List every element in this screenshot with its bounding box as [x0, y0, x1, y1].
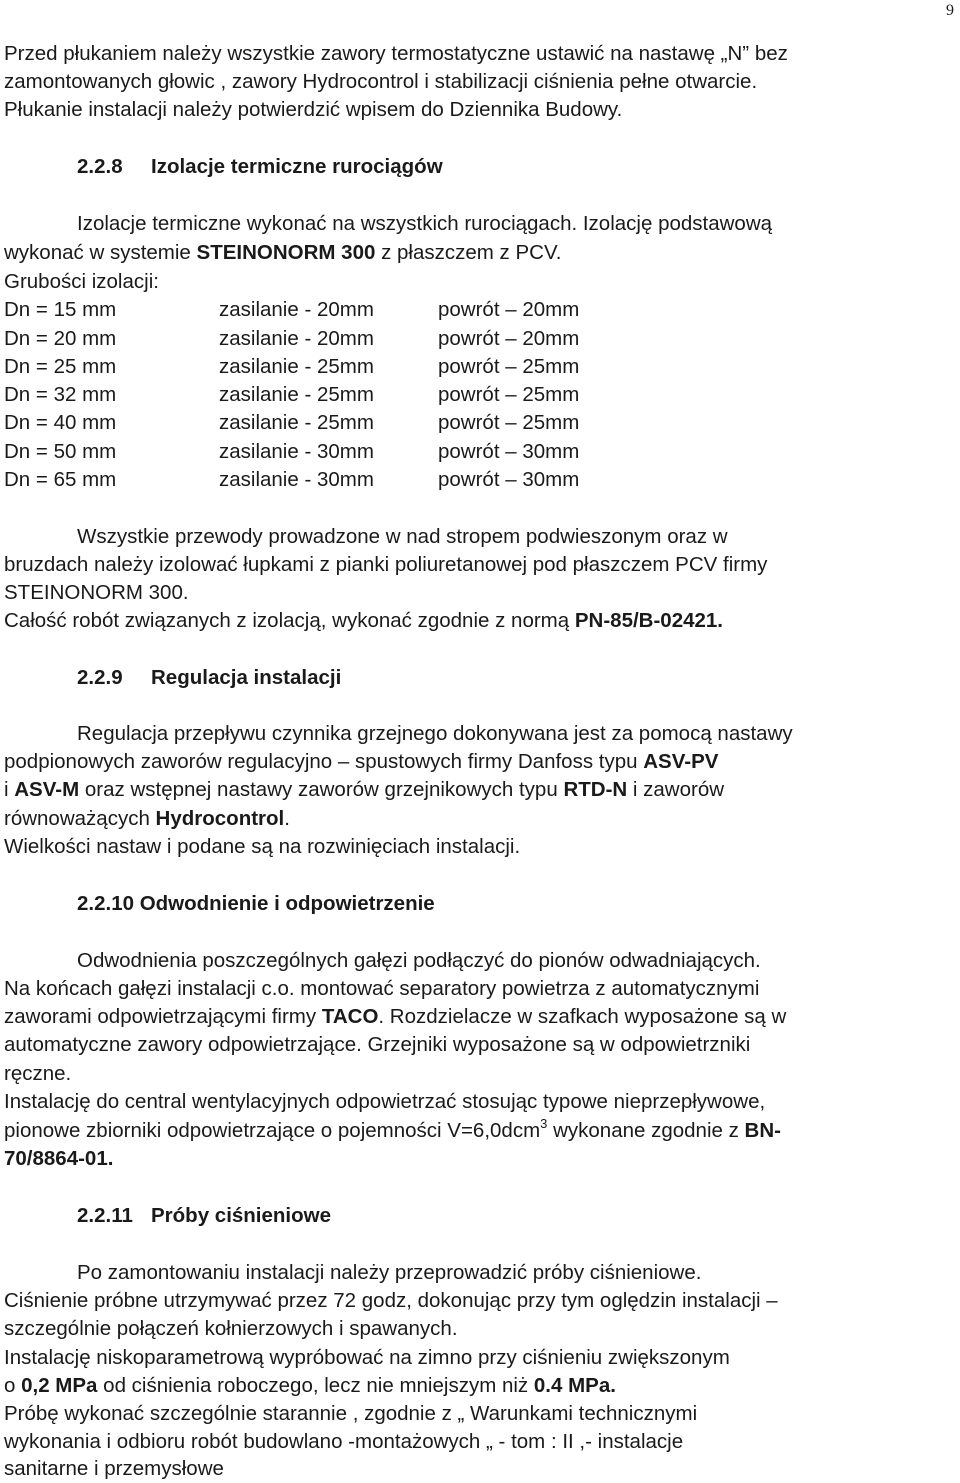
- norm-code: BN-: [744, 1119, 781, 1142]
- drainage-line-7: [4, 1117, 781, 1145]
- regulation-line-4: [4, 805, 290, 833]
- text-run: z płaszczem z PCV.: [375, 241, 562, 264]
- section-heading-2-2-10: [77, 890, 435, 918]
- return-cell: powrót – 20mm: [438, 298, 580, 321]
- supply-cell: zasilanie - 25mm: [219, 383, 374, 406]
- text-run: Całość robót związanych z izolacją, wykonać zgodnie z normą: [4, 609, 575, 632]
- dn-cell: Dn = 20 mm: [4, 327, 117, 350]
- brand-name: TACO: [321, 1005, 379, 1028]
- text-run: . Rozdzielacze w szafkach wyposażone są w: [378, 1005, 787, 1028]
- return-cell: powrót – 20mm: [438, 327, 580, 350]
- pressure-test-line-7: wykonania i odbioru robót budowlano -montażowych „ - tom : II ,- instalacje: [4, 1430, 684, 1453]
- text-run: od ciśnienia roboczego, lecz nie mniejszym niż: [97, 1374, 534, 1397]
- pressure-test-line-6: Próbę wykonać szczególnie starannie , zgodnie z „ Warunkami technicznymi: [4, 1402, 698, 1425]
- pressure-test-line-5: [4, 1372, 616, 1400]
- pressure-test-line-1: Po zamontowaniu instalacji należy przeprowadzić próby ciśnieniowe.: [77, 1261, 702, 1284]
- drainage-line-6: Instalację do central wentylacyjnych odpowietrzać stosując typowe nieprzepływowe,: [4, 1090, 766, 1113]
- section-title: Odwodnienie i odpowietrzenie: [139, 892, 435, 915]
- return-cell: powrót – 25mm: [438, 383, 580, 406]
- valve-type: RTD-N: [563, 778, 628, 801]
- text-run: wykonane zgodnie z: [547, 1119, 745, 1142]
- page-number: 9: [946, 2, 954, 19]
- pipes-text-line-1: Wszystkie przewody prowadzone w nad stropem podwieszonym oraz w: [77, 525, 728, 548]
- text-run: o: [4, 1374, 22, 1397]
- supply-cell: zasilanie - 30mm: [219, 468, 374, 491]
- section-number: 2.2.10: [77, 892, 134, 915]
- text-run: wykonać w systemie: [4, 241, 197, 264]
- section-heading-2-2-9: [77, 664, 341, 692]
- pipes-text-line-2: bruzdach należy izolować łupkami z pianki poliuretanowej pod płaszczem PCV firmy: [4, 553, 768, 576]
- regulation-line-1: Regulacja przepływu czynnika grzejnego dokonywana jest za pomocą nastawy: [77, 722, 793, 745]
- valve-type: ASV-M: [14, 778, 80, 801]
- insulation-text-line-1: Izolacje termiczne wykonać na wszystkich rurociągach. Izolację podstawową: [77, 212, 773, 235]
- section-number: 2.2.8: [77, 155, 123, 178]
- pressure-test-line-8: sanitarne i przemysłowe: [4, 1457, 224, 1480]
- intro-line-2: zamontowanych głowic , zawory Hydrocontrol i stabilizacji ciśnienia pełne otwarcie.: [4, 70, 758, 93]
- text-run: zaworami odpowietrzającymi firmy: [4, 1005, 322, 1028]
- text-run: pionowe zbiorniki odpowietrzające o pojemności V=6,0dcm: [4, 1119, 541, 1142]
- valve-type: ASV-PV: [643, 750, 719, 773]
- return-cell: powrót – 30mm: [438, 440, 580, 463]
- drainage-line-1: Odwodnienia poszczególnych gałęzi podłączyć do pionów odwadniających.: [77, 949, 761, 972]
- regulation-line-2: [4, 748, 718, 776]
- drainage-line-4: automatyczne zawory odpowietrzające. Grzejniki wyposażone są w odpowietrzniki: [4, 1033, 751, 1056]
- norm-line: [4, 607, 723, 635]
- supply-cell: zasilanie - 25mm: [219, 411, 374, 434]
- pipes-text-line-3: STEINONORM 300.: [4, 581, 189, 604]
- drainage-line-3: [4, 1003, 786, 1031]
- text-run: podpionowych zaworów regulacyjno – spustowych firmy Danfoss typu: [4, 750, 644, 773]
- pressure-test-line-3: szczególnie połączeń kołnierzowych i spawanych.: [4, 1317, 458, 1340]
- dn-cell: Dn = 32 mm: [4, 383, 117, 406]
- norm-code: PN-85/B-02421.: [574, 609, 723, 632]
- dn-cell: Dn = 15 mm: [4, 298, 117, 321]
- section-title: Regulacja instalacji: [151, 666, 342, 689]
- supply-cell: zasilanie - 20mm: [219, 327, 374, 350]
- pressure-test-line-2: Ciśnienie próbne utrzymywać przez 72 godz, dokonując przy tym oględzin instalacji –: [4, 1289, 778, 1312]
- system-name: STEINONORM 300: [196, 241, 376, 264]
- pressure-value: 0.4 MPa.: [533, 1374, 616, 1397]
- dn-cell: Dn = 50 mm: [4, 440, 117, 463]
- dn-cell: Dn = 25 mm: [4, 355, 117, 378]
- insulation-text-line-2: [4, 239, 561, 267]
- section-number: 2.2.11: [77, 1204, 133, 1227]
- valve-brand: Hydrocontrol: [155, 807, 285, 830]
- text-run: i zaworów: [627, 778, 725, 801]
- pressure-test-line-4: Instalację niskoparametrową wypróbować na zimno przy ciśnieniu zwiększonym: [4, 1346, 730, 1369]
- thickness-label: Grubości izolacji:: [4, 270, 159, 293]
- section-heading-2-2-8: [77, 153, 443, 181]
- text-run: i: [4, 778, 15, 801]
- pressure-value: 0,2 MPa: [21, 1374, 98, 1397]
- section-heading-2-2-11: [77, 1202, 331, 1230]
- dn-cell: Dn = 40 mm: [4, 411, 117, 434]
- return-cell: powrót – 25mm: [438, 411, 580, 434]
- return-cell: powrót – 30mm: [438, 468, 580, 491]
- text-run: równoważących: [4, 807, 156, 830]
- supply-cell: zasilanie - 20mm: [219, 298, 374, 321]
- drainage-line-8: 70/8864-01.: [4, 1147, 114, 1170]
- intro-line-3: Płukanie instalacji należy potwierdzić wpisem do Dziennika Budowy.: [4, 98, 623, 121]
- superscript: 3: [540, 1116, 548, 1131]
- text-run: oraz wstępnej nastawy zaworów grzejnikowych typu: [79, 778, 564, 801]
- section-number: 2.2.9: [77, 666, 123, 689]
- drainage-line-5: ręczne.: [4, 1062, 72, 1085]
- section-title: Próby ciśnieniowe: [151, 1204, 331, 1227]
- section-title: Izolacje termiczne rurociągów: [151, 155, 443, 178]
- supply-cell: zasilanie - 30mm: [219, 440, 374, 463]
- drainage-line-2: Na końcach gałęzi instalacji c.o. montować separatory powietrza z automatycznymi: [4, 977, 760, 1000]
- return-cell: powrót – 25mm: [438, 355, 580, 378]
- supply-cell: zasilanie - 25mm: [219, 355, 374, 378]
- regulation-line-5: Wielkości nastaw i podane są na rozwinięciach instalacji.: [4, 835, 521, 858]
- intro-line-1: Przed płukaniem należy wszystkie zawory termostatyczne ustawić na nastawę „N” bez: [4, 42, 788, 65]
- regulation-line-3: [4, 776, 724, 804]
- dn-cell: Dn = 65 mm: [4, 468, 117, 491]
- text-run: .: [284, 807, 290, 830]
